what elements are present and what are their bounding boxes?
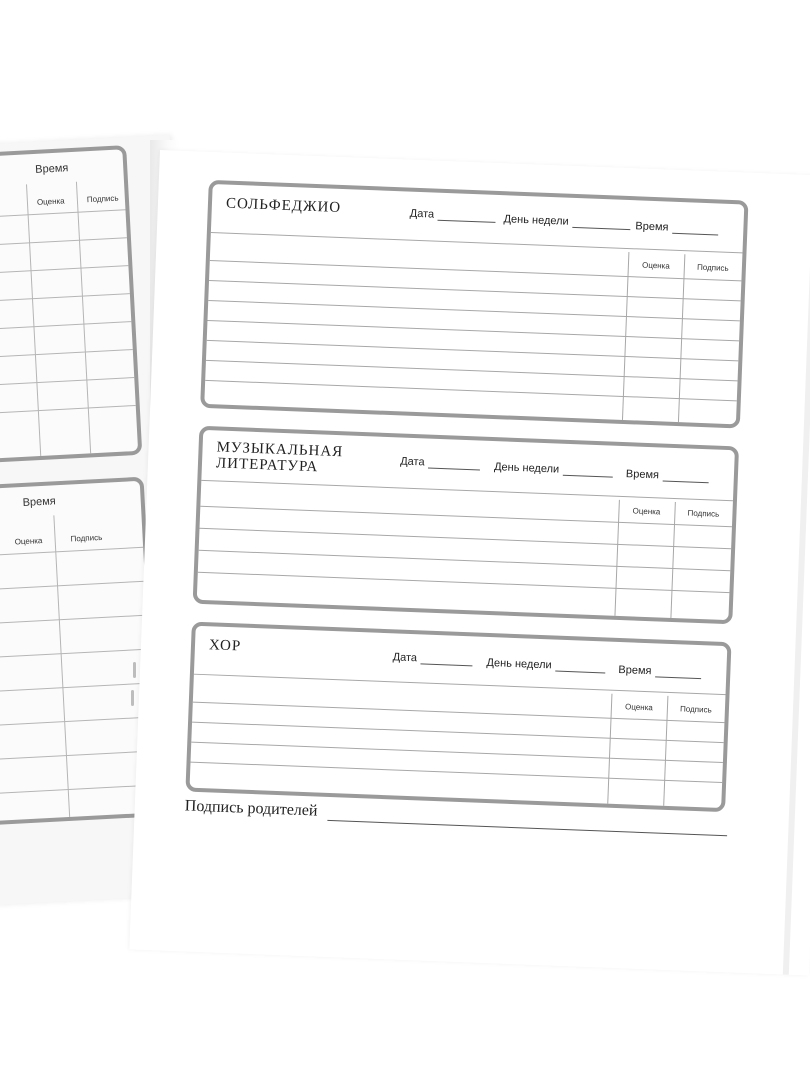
grade-column-header: Оценка xyxy=(632,506,661,517)
left-bottom-sign-header: Подпись xyxy=(70,532,103,544)
sign-column-header: Подпись xyxy=(687,508,720,519)
right-page xyxy=(129,150,810,976)
time-field: Время xyxy=(635,220,718,235)
section-solfeggio xyxy=(200,180,748,429)
staple-bottom-2 xyxy=(131,690,134,706)
section-title-line-2: ЛИТЕРАТУРА xyxy=(215,455,319,476)
date-field: Дата xyxy=(410,208,497,223)
date-field: Дата xyxy=(400,455,481,470)
section-choir xyxy=(185,622,731,813)
left-bottom-time-label: Время xyxy=(22,495,57,510)
section-title-line-1: МУЗЫКАЛЬНАЯ xyxy=(216,439,344,461)
grade-column-header: Оценка xyxy=(624,702,653,713)
parents-signature-line xyxy=(327,806,727,836)
left-top-grade-header: Оценка xyxy=(36,196,65,207)
grade-column-header: Оценка xyxy=(641,260,670,271)
sign-column-header: Подпись xyxy=(679,704,712,715)
staple-bottom xyxy=(133,662,136,678)
time-field: Время xyxy=(618,664,701,679)
weekday-field: День недели xyxy=(486,657,605,674)
date-field: Дата xyxy=(392,651,473,666)
sign-column-header: Подпись xyxy=(696,262,729,273)
left-bottom-grade-header: Оценка xyxy=(14,536,43,547)
section-title: ХОР xyxy=(208,637,242,655)
section-title: СОЛЬФЕДЖИО xyxy=(225,195,342,216)
weekday-field: День недели xyxy=(503,213,630,230)
parents-signature-label: Подпись родителей xyxy=(184,797,318,820)
weekday-field: День недели xyxy=(494,461,613,478)
time-field: Время xyxy=(626,468,709,483)
left-top-box xyxy=(0,145,142,467)
section-music-literature xyxy=(193,426,739,625)
left-top-time-label: Время xyxy=(34,162,69,176)
left-top-sign-header: Подпись xyxy=(86,193,119,205)
